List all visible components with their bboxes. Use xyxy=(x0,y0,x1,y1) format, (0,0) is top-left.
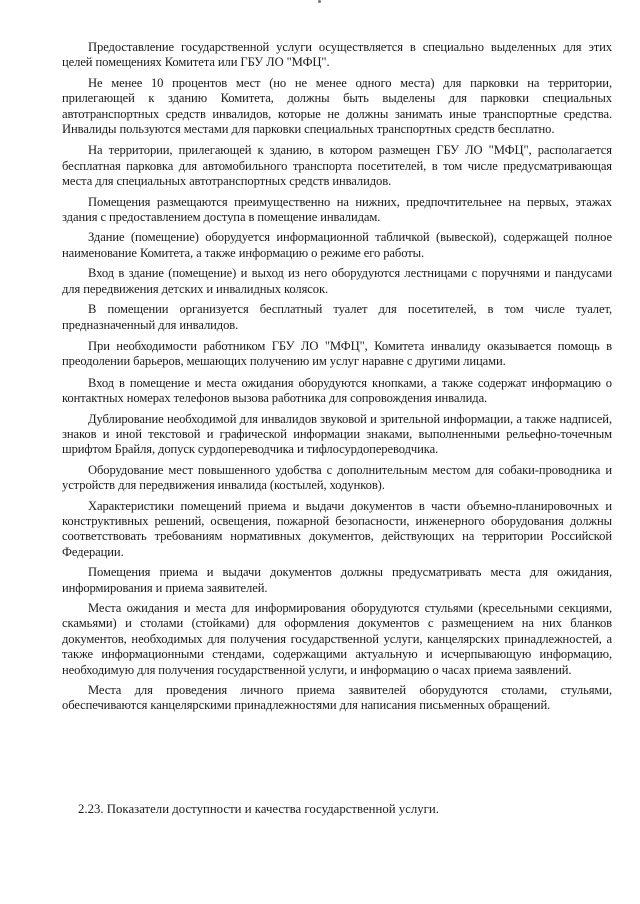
paragraph-toilet: В помещении организуется бесплатный туалет для посетителей, в том числе туалет, предназначенный для инвалидов. xyxy=(62,302,612,332)
paragraph-signage: Здание (помещение) оборудуется информационной табличкой (вывеской), содержащей полное наименование Комитета, а также информацию о режиме его работы. xyxy=(62,230,612,260)
paragraph-assistance: При необходимости работником ГБУ ЛО "МФЦ", Комитета инвалиду оказывается помощь в преодолении барьеров, мешающих получению им услуг наравне с другими лицами. xyxy=(62,338,612,369)
scan-speck xyxy=(318,0,321,3)
paragraph-premises: Предоставление государственной услуги осуществляется в специально выделенных для этих целей помещениях Комитета или ГБУ ЛО "МФЦ". xyxy=(62,40,612,70)
paragraph-waiting-areas: Места ожидания и места для информирования оборудуются стульями (кресельными секциями, скамьями) и столами (стойками) для оформления документов с размещением на них бланков документов, необходимых для получения государственной услуги, канцелярских принадлежностей, а также информационными стендами, содержащими актуальную и исчерпывающую информацию, необходимую для получения государственной услуги, и информацию о часах приема заявлений. xyxy=(62,601,612,677)
paragraph-personal-reception: Места для проведения личного приема заявителей оборудуются столами, стульями, обеспечиваются канцелярскими принадлежностями для написания письменных обращений. xyxy=(62,683,612,713)
paragraph-free-parking: На территории, прилегающей к зданию, в котором размещен ГБУ ЛО "МФЦ", располагается бесплатная парковка для автомобильного транспорта посетителей, в том числе предусматривающая места для специальных автотранспортных средств инвалидов. xyxy=(62,143,612,189)
paragraph-floors: Помещения размещаются преимущественно на нижних, предпочтительнее на первых, этажах здания с предоставлением доступа в помещение инвалидам. xyxy=(62,194,612,225)
paragraph-call-buttons: Вход в помещение и места ожидания оборудуются кнопками, а также содержат информацию о контактных номерах телефонов вызова работника для сопровождения инвалида. xyxy=(62,375,612,406)
document-body xyxy=(62,40,612,719)
paragraph-entrance-ramps: Вход в здание (помещение) и выход из него оборудуются лестницами с поручнями и пандусами для передвижения детских и инвалидных колясок. xyxy=(62,266,612,296)
paragraph-guide-dog: Оборудование мест повышенного удобства с дополнительным местом для собаки-проводника и устройств для передвижения инвалида (костылей, ходунков). xyxy=(62,462,612,493)
paragraph-reception-areas: Помещения приема и выдачи документов должны предусматривать места для ожидания, информирования и приема заявителей. xyxy=(62,565,612,595)
section-heading: 2.23. Показатели доступности и качества государственной услуги. xyxy=(78,802,439,816)
paragraph-parking-quota: Не менее 10 процентов мест (но не менее одного места) для парковки на территории, прилегающей к зданию Комитета, должны быть выделены для парковки специальных автотранспортных средств инвалидов, которые не должны занимать иные транспортные средства. Инвалиды пользуются местами для парковки специальных транспортных средств бесплатно. xyxy=(62,75,612,137)
paragraph-braille: Дублирование необходимой для инвалидов звуковой и зрительной информации, а также надписей, знаков и иной текстовой и графической информации знаками, выполненными рельефно-точечным шрифтом Брайля, допуск сурдопереводчика и тифлосурдопереводчика. xyxy=(62,411,612,457)
paragraph-characteristics: Характеристики помещений приема и выдачи документов в части объемно-планировочных и конструктивных решений, освещения, пожарной безопасности, инженерного оборудования должны соответствовать требованиям нормативных документов, действующих на территории Российской Федерации. xyxy=(62,498,612,559)
